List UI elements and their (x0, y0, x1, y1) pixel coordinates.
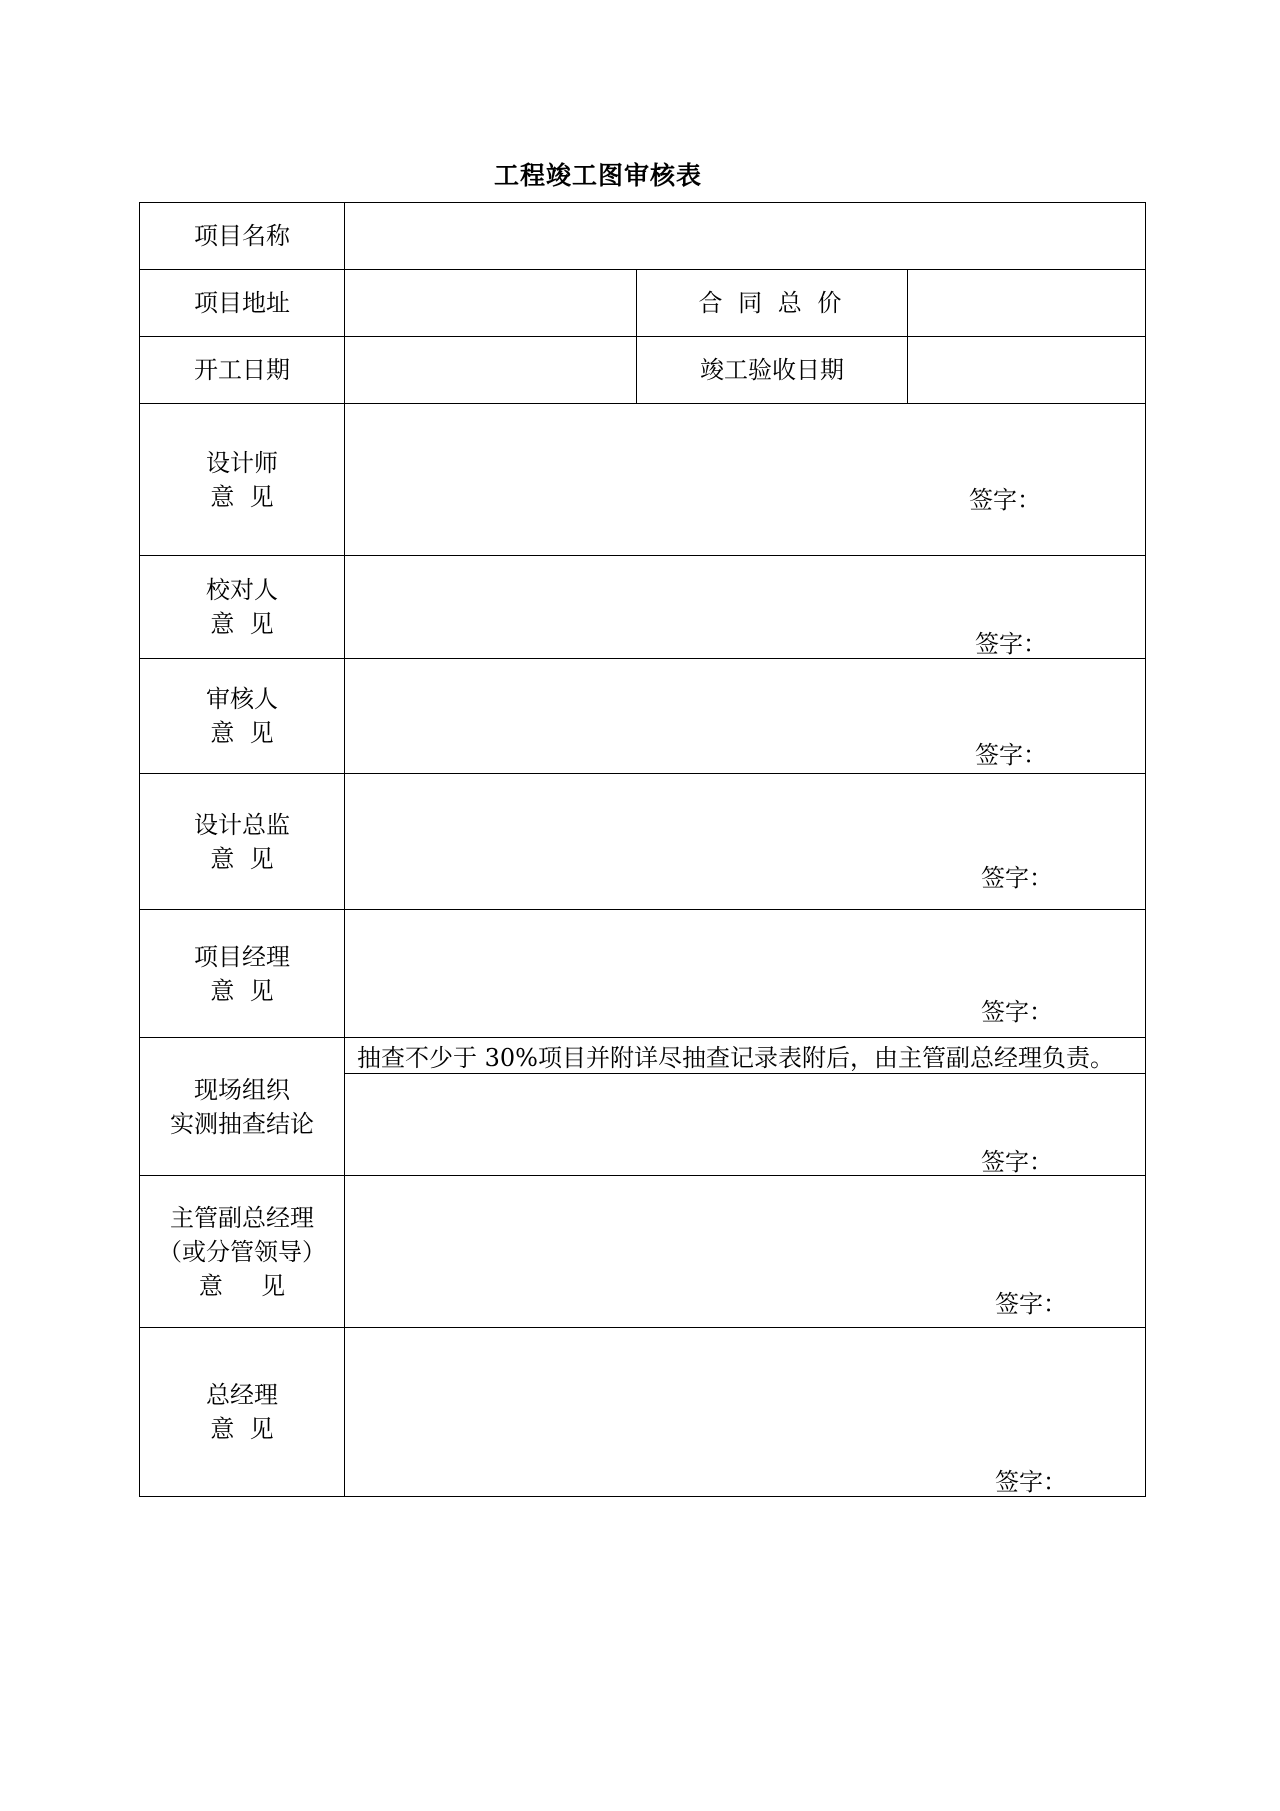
row-project-manager-opinion (140, 910, 1146, 1038)
deputy-gm-sign-label: 签字： (995, 1290, 1067, 1318)
row-general-manager-opinion (140, 1328, 1146, 1497)
design-director-opinion-label (140, 774, 345, 910)
project-manager-opinion-field[interactable] (345, 910, 1146, 1038)
design-director-opinion-field[interactable] (345, 774, 1146, 910)
general-manager-label-line1: 总经理 (206, 1381, 278, 1409)
start-date-field[interactable] (345, 337, 637, 404)
row-reviewer-opinion (140, 659, 1146, 774)
general-manager-label-line2: 意 见 (210, 1415, 274, 1443)
general-manager-sign-label: 签字： (995, 1468, 1067, 1496)
designer-label-line2: 意 见 (210, 482, 274, 511)
checker-label-line1: 校对人 (206, 576, 278, 604)
project-address-field[interactable] (345, 270, 637, 337)
deputy-gm-opinion-field[interactable] (345, 1176, 1146, 1328)
project-name-field[interactable] (345, 203, 1146, 270)
site-check-sign-label: 签字： (981, 1148, 1053, 1176)
project-manager-label-line1: 项目经理 (194, 942, 290, 971)
design-director-sign-label: 签字： (981, 864, 1053, 892)
page-title: 工程竣工图审核表 (493, 161, 702, 190)
row-checker-opinion (140, 556, 1146, 659)
designer-opinion-field[interactable] (345, 404, 1146, 556)
reviewer-label-line1: 审核人 (206, 685, 278, 713)
designer-label-line1: 设计师 (206, 448, 278, 477)
designer-sign-label: 签字： (969, 486, 1041, 514)
row-design-director-opinion (140, 774, 1146, 910)
reviewer-sign-label: 签字： (975, 741, 1047, 769)
reviewer-opinion-field[interactable] (345, 659, 1146, 774)
row-project-address (140, 270, 1146, 337)
row-designer-opinion (140, 404, 1146, 556)
checker-label-line2: 意 见 (210, 610, 274, 638)
project-manager-label-line2: 意 见 (210, 976, 274, 1005)
site-check-opinion-label (140, 1038, 345, 1176)
deputy-gm-opinion-label (140, 1176, 345, 1328)
row-site-check-note (140, 1038, 1146, 1074)
site-check-label-line1: 现场组织 (194, 1075, 290, 1104)
project-manager-sign-label: 签字： (981, 998, 1053, 1026)
checker-opinion-label (140, 556, 345, 659)
reviewer-opinion-label (140, 659, 345, 774)
site-check-note: 抽查不少于 30%项目并附详尽抽查记录表附后，由主管副总经理负责。 (345, 1038, 1146, 1074)
acceptance-date-field[interactable] (908, 337, 1146, 404)
checker-opinion-field[interactable] (345, 556, 1146, 659)
contract-total-field[interactable] (908, 270, 1146, 337)
site-check-label-line2: 实测抽查结论 (170, 1109, 314, 1138)
project-address-label: 项目地址 (140, 270, 345, 337)
deputy-gm-label-line1: 主管副总经理 (170, 1203, 314, 1232)
start-date-label: 开工日期 (140, 337, 345, 404)
checker-sign-label: 签字： (975, 630, 1047, 658)
review-form-table (139, 202, 1146, 1497)
row-deputy-gm-opinion (140, 1176, 1146, 1328)
design-director-label-line1: 设计总监 (194, 810, 290, 839)
site-check-opinion-field[interactable] (345, 1074, 1146, 1176)
acceptance-date-label: 竣工验收日期 (637, 337, 908, 404)
deputy-gm-label-line2: （或分管领导） (158, 1237, 326, 1266)
design-director-label-line2: 意 见 (210, 844, 274, 873)
project-name-label: 项目名称 (140, 203, 345, 270)
row-project-name (140, 203, 1146, 270)
reviewer-label-line2: 意 见 (210, 719, 274, 747)
designer-opinion-label (140, 404, 345, 556)
contract-total-label: 合 同 总 价 (637, 270, 908, 337)
general-manager-opinion-field[interactable] (345, 1328, 1146, 1497)
general-manager-opinion-label (140, 1328, 345, 1497)
project-manager-opinion-label (140, 910, 345, 1038)
deputy-gm-label-line3: 意 见 (198, 1271, 286, 1300)
row-dates (140, 337, 1146, 404)
